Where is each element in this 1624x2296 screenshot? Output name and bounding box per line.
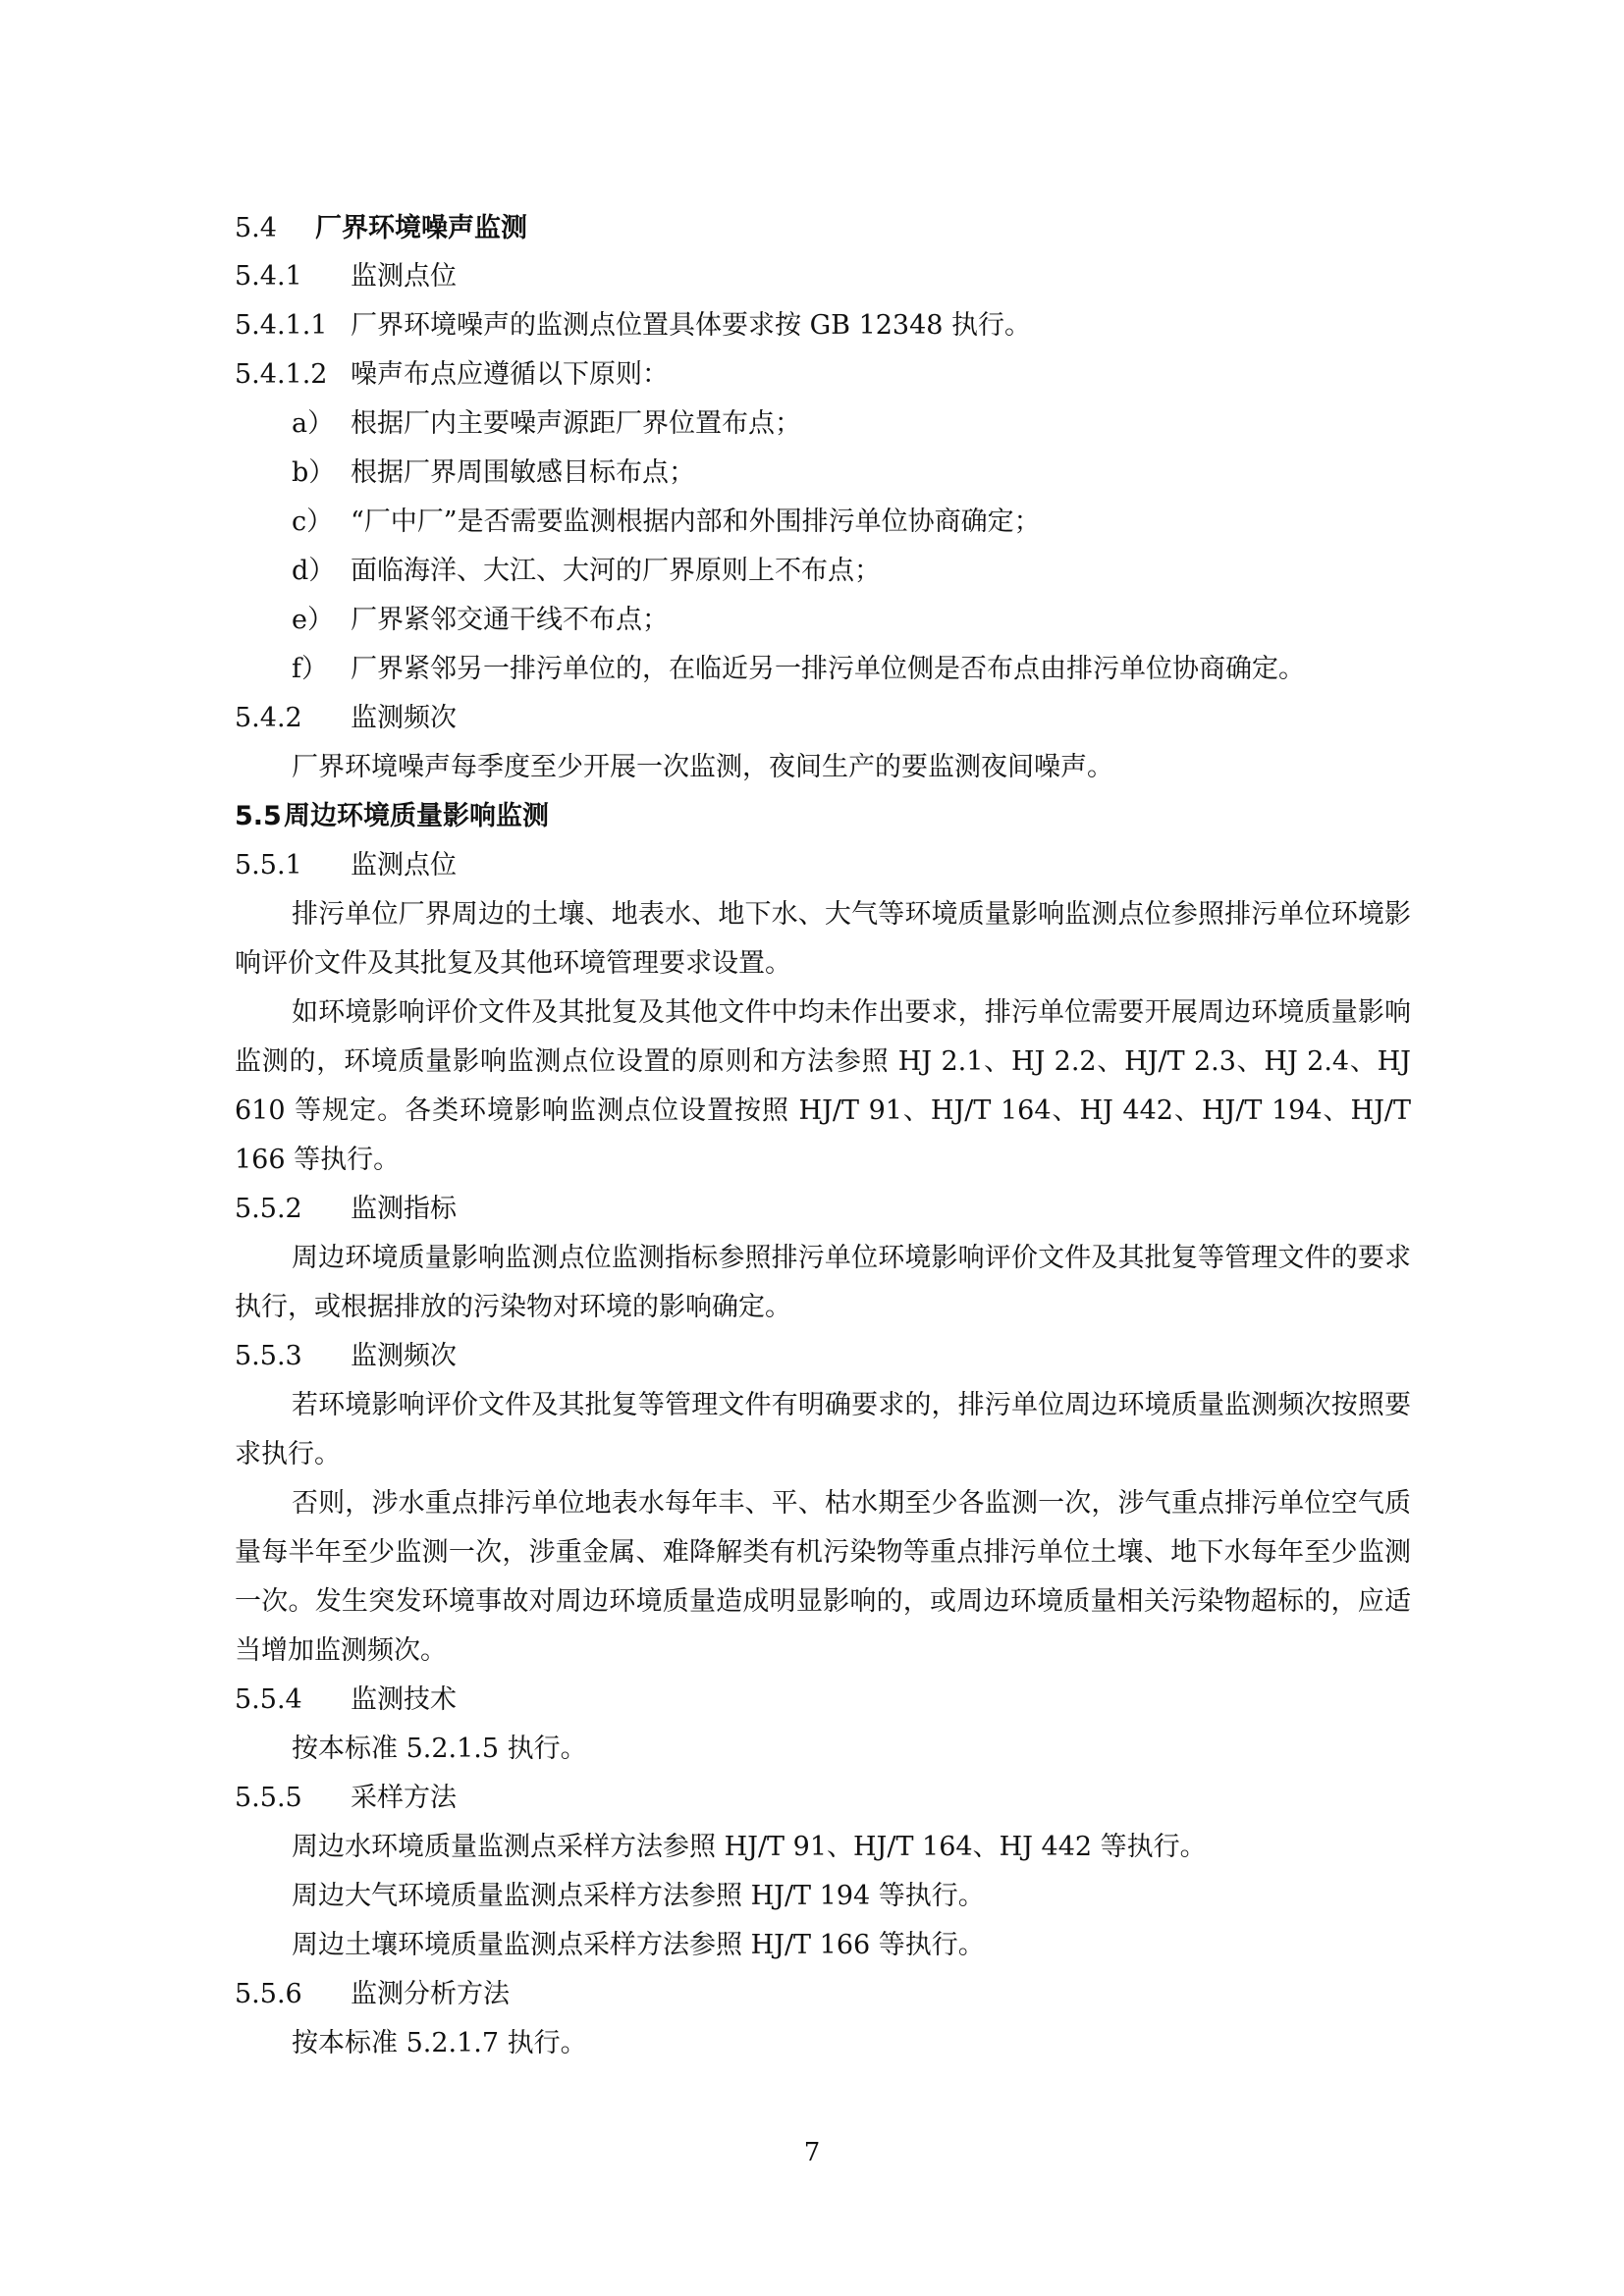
clause-text: 噪声布点应遵循以下原则： [351,359,669,390]
subsection-number: 5.4.1 [235,261,302,292]
section-number: 5.5 [235,801,282,831]
subsection-number: 5.5.1 [235,850,302,881]
subsection-number: 5.4.2 [235,703,302,733]
subsection-title: 监测频次 [351,1341,457,1371]
section-title: 厂界环境噪声监测 [315,213,527,243]
list-item-text: 厂界紧邻另一排污单位的，在临近另一排污单位侧是否布点由排污单位协商确定。 [351,654,1305,684]
section-title: 周边环境质量影响监测 [284,801,549,831]
page-number: 7 [803,2138,821,2167]
list-item-label: c） [292,507,334,537]
subsection-title: 采样方法 [351,1783,457,1813]
clause-number: 5.4.1.2 [235,359,328,390]
subsection-title: 监测指标 [351,1194,457,1224]
subsection-title: 监测点位 [351,261,457,292]
list-item-label: a） [292,408,335,439]
paragraph: 厂界环境噪声每季度至少开展一次监测，夜间生产的要监测夜间噪声。 [292,752,1113,782]
subsection-number: 5.5.6 [235,1979,302,2009]
subsection-number: 5.5.5 [235,1783,302,1813]
subsection-number: 5.5.3 [235,1341,302,1371]
paragraph: 按本标准 5.2.1.7 执行。 [292,2028,587,2058]
list-item-text: 根据厂界周围敏感目标布点； [351,457,695,488]
subsection-number: 5.5.4 [235,1684,302,1715]
list-item-text: 根据厂内主要噪声源距厂界位置布点； [351,408,801,439]
subsection-number: 5.5.2 [235,1194,302,1224]
paragraph: 若环境影响评价文件及其批复等管理文件有明确要求的，排污单位周边环境质量监测频次按照要求执行。 [235,1390,1411,1469]
paragraph: 周边水环境质量监测点采样方法参照 HJ/T 91、HJ/T 164、HJ 442 等执行。 [292,1832,1207,1862]
list-item-text: 面临海洋、大江、大河的厂界原则上不布点； [351,556,881,586]
list-item-label: d） [292,556,336,586]
paragraph: 按本标准 5.2.1.5 执行。 [292,1734,587,1764]
paragraph: 排污单位厂界周边的土壤、地表水、地下水、大气等环境质量影响监测点位参照排污单位环境影响评价文件及其批复及其他环境管理要求设置。 [235,899,1411,979]
paragraph: 否则，涉水重点排污单位地表水每年丰、平、枯水期至少各监测一次，涉气重点排污单位空气质量每半年至少监测一次，涉重金属、难降解类有机污染物等重点排污单位土壤、地下水每年至少监测一次。发生突发环境事故对周边环境质量造成明显影响的，或周边环境质量相关污染物超标的，应适当增加监测频次。 [235,1488,1411,1666]
list-item-label: f） [292,654,328,684]
subsection-title: 监测分析方法 [351,1979,510,2009]
section-number: 5.4 [235,213,277,243]
clause-text: 厂界环境噪声的监测点位置具体要求按 GB 12348 执行。 [351,310,1032,341]
paragraph: 周边土壤环境质量监测点采样方法参照 HJ/T 166 等执行。 [292,1930,985,1960]
list-item-text: “厂中厂”是否需要监测根据内部和外围排污单位协商确定； [351,507,1041,537]
list-item-text: 厂界紧邻交通干线不布点； [351,605,669,635]
subsection-title: 监测点位 [351,850,457,881]
paragraph: 如环境影响评价文件及其批复及其他文件中均未作出要求，排污单位需要开展周边环境质量影响监测的，环境质量影响监测点位设置的原则和方法参照 HJ 2.1、HJ 2.2、HJ/T 2.3、HJ 2.4、HJ 610 等规定。各类环境影响监测点位设置按照 HJ/T 91、HJ/T 164、HJ 442、HJ/T 194、HJ/T 166 等执行。 [235,997,1411,1175]
list-item-label: e） [292,605,334,635]
subsection-title: 监测技术 [351,1684,457,1715]
subsection-title: 监测频次 [351,703,457,733]
clause-number: 5.4.1.1 [235,310,328,341]
paragraph: 周边大气环境质量监测点采样方法参照 HJ/T 194 等执行。 [292,1881,985,1911]
list-item-label: b） [292,457,336,488]
paragraph: 周边环境质量影响监测点位监测指标参照排污单位环境影响评价文件及其批复等管理文件的要求执行，或根据排放的污染物对环境的影响确定。 [235,1243,1411,1322]
